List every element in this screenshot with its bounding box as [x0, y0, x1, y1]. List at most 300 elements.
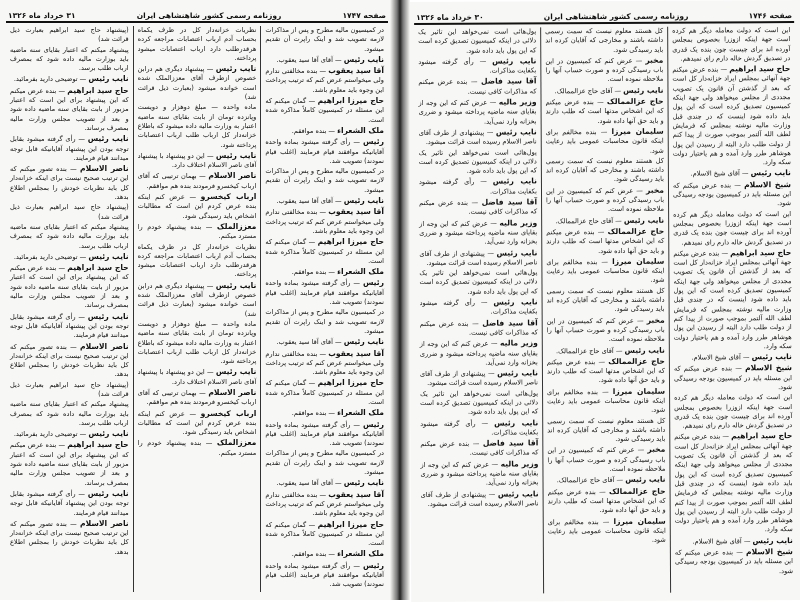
paragraph — [138, 64, 257, 102]
speaker-name: ملک الشعراء — [337, 549, 384, 559]
columns — [414, 26, 797, 594]
paragraph-text: — بنده عرض میکنم که این مسئله باید در کمیسیون بودجه رسیدگی شود. — [673, 364, 793, 392]
column — [261, 26, 388, 592]
speaker-name: حاج میرزا ابراهیم — [317, 96, 385, 106]
paragraph-text: — رأی گرفته میشود بقابل توجه بودن این پیشنهاد آقایانیکه قابل توجه میدانند قیام فرمایند. — [9, 135, 129, 162]
paragraph-text: — آقای حاج عزالممالک. — [555, 216, 624, 225]
speaker-name: آقا سید فاضل — [481, 197, 538, 207]
paragraph — [265, 278, 384, 307]
speaker-name: شیخ الاسلام — [745, 363, 792, 373]
paragraph-text: — بنده عرض میکنم جهة آنهائی بمجلس ایراد خزانه‌دار کل است که بعد از گذشتن آن قانون یک تصویب مجددی از مجلس میخواهد ولی جهة اینکه کمیسیون تصدیق کرده است که این پول باید داده شود اینست که در چندی قبل وزارت مالیه نوشته بمجلس که فرمایش لطف الله آلتمر بموجب صورت از پیدا کنم از دولت طلب دارد البته از رسیدن این پول هوشاهر طرر وارد آمده و هم یاختیار دولت سکه وارد. — [674, 432, 793, 534]
paragraph-text: — بنده مخالفم برای اینکه قانون محاسبات عمومی باید رعایت شود. — [545, 127, 664, 155]
paragraph-text: — بنده تصور میکنم که این ترتیب صحیح نیست برای اینکه خزانه‌دار کل باید نظریات خودش را بمجلس اطلاع بدهد. — [9, 519, 129, 556]
paragraph-text: — عرض کنم اینکه بنده عرض کردم این است که مطالبات اشخاص باید رسیدگی شود. — [137, 409, 257, 437]
paragraph — [10, 86, 129, 133]
paragraph-text: — آقای آقا سید یعقوب. — [276, 338, 344, 347]
paragraph-text: — عرض کنم اینکه بنده عرض کردم این است که مطالبات اشخاص باید رسیدگی شود. — [137, 193, 257, 220]
paragraph-text: — بنده مخالفتی ندارم ولی میخواستم عرض کنم که ترتیب پرداخت این وجوه باید معلوم باشد. — [265, 349, 384, 377]
speaker-name: نایب رئیس — [343, 54, 384, 64]
page-number: صفحه ۱۷۴۷ — [342, 10, 386, 20]
paragraph-text: — عرض کنم که این وجه از بقایای سنه ماضیه پرداخته میشود و ضرری بخزانه وارد نمی‌آید. — [419, 219, 538, 246]
paragraph-text: پول‌هائی است نمی‌خواهد این تاثیر یک دلائی در اینکه کمیسیون تصدیق کرده است که این پول باید داده شود. — [420, 389, 539, 417]
column — [414, 27, 544, 594]
paragraph-text: در کمیسیون مالیه مطرح و پس از مذاکرات لازمه تصویب شد و اینک راپرت آن تقدیم میشود. — [265, 26, 384, 53]
paragraph — [546, 257, 664, 287]
paragraph — [265, 126, 384, 136]
speaker-name: رئیس — [362, 137, 384, 147]
header-rule — [6, 21, 388, 23]
speaker-name: حاج میرزا ابراهیم — [317, 378, 385, 388]
paragraph — [546, 97, 664, 127]
paragraph — [420, 439, 538, 459]
paragraph — [545, 85, 663, 96]
paragraph-text: ماده واحده — مبلغ دوهزار و دویست وپانزده تومان از بابت بقایای سنه ماضیه اعتبار به وزارت مالیه داده میشود که باطلاع خزانه‌دار کل ارباب طلب ارباب اعتصابات پرداخته شود. — [137, 319, 257, 366]
paragraph-text: این است که دولت معامله دیگر هم کرده است جهة اینکه ازوزرا بخصوص بمجلس آورده اند برای چیست چون بنده یک قدری در تصدیق گردش خاله دارم رای نمیدهم. — [673, 209, 792, 247]
speaker-name: نایب رئیس — [87, 311, 129, 321]
columns — [6, 26, 388, 592]
speaker-name: شیخ الاسلام — [746, 547, 793, 557]
speaker-name: حاج سید ابراهیم — [731, 431, 793, 441]
speaker-name: نایب رئیس — [494, 417, 539, 428]
paragraph — [548, 486, 666, 516]
paragraph — [547, 416, 665, 445]
paragraph — [265, 549, 384, 559]
speaker-name: ملک الشعراء — [337, 267, 384, 277]
speaker-name: ناصر الاسلام — [80, 518, 129, 528]
paragraph-text: در کمیسیون مالیه مطرح و پس از مذاکرات لازمه تصویب شد و اینک راپرت آن تقدیم میشود. — [265, 167, 384, 194]
paragraph — [10, 26, 129, 45]
speaker-name: شیخ الاسلام — [744, 179, 791, 190]
paragraph-text: — عرض کنم که کمیسیون در این باب رسیدگی کرده و صورت حساب آنها را ملاحظه نموده است. — [547, 446, 666, 474]
paragraph-text: — پیشنهادی از طرف آقای ناصر الاسلام رسیده است قرائت میشود. — [419, 369, 539, 388]
paragraph — [545, 56, 663, 86]
column — [134, 26, 262, 592]
speaker-name: سلیمان میرزا — [612, 256, 665, 266]
paragraph-text: — بنده مخالفتی ندارم ولی میخواستم عرض کنم که ترتیب پرداخت این وجوه باید معلوم باشد. — [265, 67, 384, 94]
speaker-name: نایب رئیس — [495, 127, 537, 137]
paragraph-text: — گمان میکنم که این مسئله در کمیسیون کاملاً مذاکره شده است. — [265, 97, 384, 124]
paragraph — [10, 429, 129, 439]
speaker-name: نایب رئیس — [496, 247, 538, 258]
paragraph-text: — بنده عرض میکنم که این پیشنهاد برای این است که اعتبار مزبور از بابت بقایای سنه ماضیه داده شود و بعد از تصویب مجلس وزارت مالیه بمصرف برساند. — [9, 264, 129, 310]
paragraph-text: — بنده مخالفتی ندارم ولی میخواستم عرض کنم که ترتیب پرداخت این وجوه باید معلوم باشد. — [265, 490, 384, 518]
paragraph-text: — بنده موافقم. — [291, 268, 338, 277]
speaker-name: حاج سید ابراهیم — [67, 440, 129, 450]
paragraph — [138, 26, 257, 63]
paragraph — [10, 312, 129, 341]
issue-date: ۳۰ خرداد ماه ۱۳۲۶ — [416, 12, 484, 22]
speaker-name: وزیر مالیه — [498, 97, 537, 107]
paragraph-text: — بنده تصور میکنم که این ترتیب صحیح نیست برای اینکه خزانه‌دار کل باید نظریات خودش را بمجلس اطلاع بدهد. — [9, 342, 129, 379]
paragraph-text: — رأی گرفته میشود بقابل توجه بودن این پیشنهاد آقایانیکه قابل توجه میدانند قیام فرمایند. — [9, 489, 129, 517]
paragraph — [675, 547, 793, 577]
paragraph-text: (پیشنهاد حاج سید ابراهیم بعبارت ذیل قرائت شد) — [9, 26, 129, 44]
speaker-name: نایب رئیس — [87, 488, 129, 498]
page-binding-gutter — [390, 0, 410, 600]
speaker-name: نایب رئیس — [215, 367, 257, 377]
paragraph-text: پیشنهاد میکنم که اعتبار بقایای سنه ماضیه باید بوزارت مالیه داده شود که بمصرف ارباب طلب برسد. — [9, 45, 129, 73]
speaker-name: ارباب کیخسرو — [200, 408, 257, 418]
column — [6, 26, 134, 592]
paragraph — [10, 489, 129, 518]
left-page — [0, 0, 394, 600]
paragraph — [420, 459, 538, 489]
paragraph — [265, 167, 384, 195]
speaker-name: حاج عزالممالک — [606, 96, 664, 107]
paragraph-text: نظریات خزانه‌دار کل در ظرف یکماه بحساب آدم ارباب اعتصابات مراجعه کرده هرقدرطلب دارد ارباب اعتصابات میشود پرداخته. — [137, 242, 257, 279]
paragraph-text: — عرض کنم که این وجه از بقایای سنه ماضیه پرداخته میشود و ضرری بخزانه وارد نمی‌آید. — [420, 460, 539, 488]
paragraph — [265, 196, 384, 206]
speaker-name: نایب رئیس — [215, 64, 257, 74]
paragraph — [138, 243, 257, 280]
paragraph — [10, 74, 129, 84]
paragraph-text: — بنده عرض میکنم که این مسئله باید در کمیسیون بودجه رسیدگی شود. — [674, 548, 794, 575]
speaker-name: ملک الشعراء — [337, 408, 384, 418]
speaker-name: معززالملک — [216, 438, 257, 448]
right-page — [408, 0, 800, 602]
speaker-name: حاج میرزا ابراهیم — [317, 237, 385, 247]
paragraph — [265, 308, 384, 336]
speaker-name: نایب رئیس — [87, 134, 129, 144]
speaker-name: حاج میرزا ابراهیم — [317, 519, 385, 529]
paragraph — [420, 368, 538, 388]
paragraph — [265, 26, 384, 54]
speaker-name: نایب رئیس — [752, 535, 793, 545]
paragraph-text: — بنده پیشنهاد خودم را مسترد میکنم. — [137, 222, 257, 241]
paragraph-text: — بنده عرض میکنم که این مسئله باید در کمیسیون بودجه رسیدگی شود. — [672, 181, 792, 208]
paragraph — [672, 26, 790, 64]
paragraph — [546, 215, 664, 226]
paragraph — [673, 169, 791, 180]
speaker-name: حاج سید ابراهیم — [730, 247, 792, 258]
paragraph — [10, 252, 129, 262]
paragraph-text: — بنده عرض میکنم که این اشخاص مدتها است که طلب دارند و باید حق آنها داده شود. — [545, 98, 664, 125]
paragraph-text: (پیشنهاد حاج سید ابراهیم بعبارت ذیل قرائت شد) — [9, 380, 129, 398]
paragraph-text: — رأی گرفته میشود بکفایت مذاکرات. — [418, 57, 537, 75]
speaker-name: حاج سید ابراهیم — [67, 85, 129, 95]
paragraph-text: — بنده عرض میکنم که مذاکرات کافی نیست. — [419, 198, 538, 217]
paragraph-text: — بنده عرض میکنم که این پیشنهاد برای این است که اعتبار مزبور از بابت بقایای سنه ماضیه داده شود و بعد از تصویب مجلس وزارت مالیه بمصرف برساند. — [9, 441, 129, 487]
speaker-name: نایب رئیس — [497, 489, 539, 499]
speaker-name: آقا سید فاضل — [482, 438, 539, 448]
paragraph-text: — بنده پیشنهاد خودم را مسترد میکنم. — [137, 439, 257, 457]
speaker-name: سلیمان میرزا — [612, 386, 666, 396]
paragraph-text: — بنده موافقم. — [291, 550, 338, 559]
speaker-name: رئیس — [362, 419, 384, 429]
paragraph — [10, 263, 129, 310]
paragraph — [265, 337, 384, 347]
paragraph — [138, 409, 257, 438]
paragraph — [138, 151, 257, 171]
paragraph — [418, 56, 536, 76]
issue-date: ۳۱ خرداد ماه ۱۳۲۶ — [8, 10, 76, 20]
speaker-name: مخبر — [647, 445, 666, 455]
page-number: صفحه ۱۷۴۶ — [748, 10, 793, 20]
paragraph — [10, 519, 129, 557]
paragraph — [265, 207, 384, 236]
paragraph — [10, 134, 129, 163]
paragraph — [674, 363, 792, 393]
paragraph-text: — بنده مخالفم برای اینکه قانون محاسبات عمومی باید رعایت شود. — [546, 257, 665, 285]
paragraph-text: در کمیسیون مالیه مطرح و پس از مذاکرات لازمه تصویب شد و اینک راپرت آن تقدیم میشود. — [265, 308, 384, 335]
paragraph-text: ماده واحده — مبلغ دوهزار و دویست وپانزده تومان از بابت بقایای سنه ماضیه اعتبار به وزارت مالیه داده میشود که باطلاع خزانه‌دار کل ارباب طلب ارباب اعتصابات پرداخته شود. — [137, 103, 257, 149]
paragraph-text: پول‌هائی است نمی‌خواهد این تاثیر یک دلائی در اینکه کمیسیون تصدیق کرده است که این پول باید داده شود. — [418, 147, 537, 175]
newspaper-title: روزنامه رسمی کشور شاهنشاهی ایران — [543, 11, 689, 21]
paragraph — [265, 378, 384, 407]
paragraph — [674, 432, 793, 536]
paragraph-text: — بهمان ترتیبی که آقای ارباب کیخسرو فرمودند بنده هم موافقم. — [137, 172, 257, 190]
paragraph-text: (پیشنهاد حاج سید ابراهیم بعبارت ذیل قرائت شد) — [9, 203, 129, 221]
speaker-name: رئیس — [362, 278, 384, 288]
paragraph — [547, 386, 665, 416]
speaker-name: آقا سید یعقوب — [328, 66, 384, 76]
paragraph — [265, 449, 384, 477]
speaker-name: نایب رئیس — [343, 478, 384, 488]
paragraph-text: این است که دولت معامله دیگر هم کرده است جهة اینکه ازوزرا بخصوص بمجلس آورده اند برای چیست چون بنده یک قدری در تصدیق گردش خاله دارم رای نمیدهم. — [672, 26, 791, 63]
paragraph — [546, 227, 664, 257]
paragraph-text: — آقای آقا سید یعقوب. — [276, 479, 344, 488]
paragraph-text: — بنده مخالفم برای اینکه قانون محاسبات عمومی باید رعایت شود. — [547, 517, 666, 544]
paragraph — [10, 342, 129, 380]
speaker-name: حاج عزالممالک — [608, 356, 665, 366]
speaker-name: سلیمان میرزا — [613, 516, 666, 526]
speaker-name: نایب رئیس — [343, 337, 384, 347]
paragraph — [138, 388, 257, 408]
paragraph — [10, 400, 129, 428]
paragraph-text: — رأی گرفته میشود بماده واحده آقایانیکه موافقند قیام فرمایند (اغلب قیام نمودند) تصویب شد. — [265, 279, 384, 307]
paragraph-text: — رأی گرفته میشود بکفایت مذاکرات. — [418, 178, 538, 196]
paragraph — [673, 248, 792, 352]
paragraph — [265, 520, 384, 549]
speaker-name: ناصر الاسلام — [80, 341, 129, 351]
paragraph — [10, 381, 129, 400]
paragraph — [10, 440, 129, 487]
paragraph — [418, 77, 536, 97]
paragraph-text: — بنده عرض میکنم جهة آنهائی بمجلس ایراد خزانه‌دار کل است که بعد از گذشتن آن قانون یک تصویب مجددی از مجلس میخواهد ولی جهة اینکه کمیسیون تصدیق کرده است که این پول باید داده شود اینست که در چندی قبل وزارت مالیه نوشته بمجلس که فرمایش لطف الله آلتمر بموجب صورت از پیدا کنم از دولت طلب دارد البته از رسیدن این پول هوشاهر طرر وارد آمده و هم یاختیار دولت سکه وارد. — [672, 65, 791, 167]
paragraph — [673, 210, 791, 248]
paragraph — [10, 203, 129, 222]
paragraph — [419, 177, 537, 197]
paragraph-text: — توضیحی دارید بفرمائید. — [13, 75, 89, 84]
page-header — [8, 9, 386, 21]
speaker-name: آقا سید یعقوب — [328, 489, 384, 499]
speaker-name: نایب رئیس — [750, 168, 791, 178]
paragraph — [674, 393, 792, 431]
paragraph-text: — بنده عرض میکنم که مذاکرات کافی نیست. — [419, 319, 538, 337]
paragraph — [419, 197, 537, 217]
paragraph-text: — بنده مخالفم برای اینکه قانون محاسبات عمومی باید رعایت شود. — [547, 387, 666, 415]
speaker-name: مخبر — [646, 315, 665, 325]
paragraph — [547, 315, 665, 345]
paragraph-text: کل هستند معلوم نیست که سمت رسمی داشته باشند و مخارجی که آقایان کرده اند باید رسیدگی شود. — [547, 416, 666, 444]
paragraph-text: — بنده موافقم. — [291, 409, 338, 418]
paragraph-text: — گمان میکنم که این مسئله در کمیسیون کاملاً مذاکره شده است. — [265, 379, 384, 406]
speaker-name: ناصر الاسلام — [208, 387, 257, 397]
speaker-name: نایب رئیس — [624, 345, 665, 355]
speaker-name: نایب رئیس — [343, 196, 384, 206]
paragraph-text: — این دو پیشنهاد با پیشنهاد آقای ناصر الاسلام اختلاف دارد. — [137, 368, 257, 386]
paragraph — [673, 180, 791, 210]
paragraph — [420, 318, 538, 338]
paragraph — [265, 561, 384, 590]
paragraph — [265, 349, 384, 378]
paragraph-text: — بنده عرض میکنم که این اشخاص مدتها است که طلب دارند و باید حق آنها داده شود. — [546, 227, 665, 255]
speaker-name: حاج سید ابراهیم — [729, 64, 791, 74]
paragraph-text: — بنده مخالفتی ندارم ولی میخواستم عرض کنم که ترتیب پرداخت این وجوه باید معلوم باشد. — [265, 208, 384, 235]
paragraph-text: — بنده عرض میکنم که این اشخاص مدتها است که طلب دارند و باید حق آنها داده شود. — [546, 357, 666, 385]
paragraph — [419, 148, 537, 177]
paragraph — [138, 171, 257, 191]
paragraph — [545, 27, 663, 56]
speaker-name: وزیر مالیه — [499, 338, 538, 348]
paragraph — [10, 223, 129, 251]
speaker-name: رئیس — [362, 560, 384, 570]
paragraph-text: — گمان میکنم که این مسئله در کمیسیون کاملاً مذاکره شده است. — [265, 238, 384, 265]
speaker-name: نایب رئیس — [497, 368, 538, 378]
paragraph-text: — پیشنهاد دیگری هم درابن خصوص ازطرف آقای معززالملک شده است خوانده میشود (بعبارت ذیل قرائت شد) — [137, 281, 257, 318]
paragraph-text: — توضیحی دارید بفرمائید. — [13, 430, 89, 439]
speaker-name: آقا سید فاضل — [480, 76, 537, 87]
speaker-name: وزیر مالیه — [499, 218, 538, 228]
paragraph-text: — بنده عرض میکنم که مذاکرات کافی نیست. — [420, 439, 539, 458]
speaker-name: نایب رئیس — [493, 297, 538, 307]
paragraph-text: — بنده عرض میکنم که این اشخاص مدتها است که طلب دارند و باید حق آنها داده شود. — [547, 487, 666, 515]
paragraph-text: — آقای آقا سید یعقوب. — [276, 197, 344, 206]
paragraph-text: — عرض کنم که کمیسیون در این باب رسیدگی کرده و صورت حساب آنها را ملاحظه نموده است. — [545, 186, 665, 214]
paragraph-text: — رأی گرفته میشود بکفایت مذاکرات. — [420, 419, 539, 437]
paragraph — [265, 408, 384, 418]
paragraph — [138, 192, 257, 221]
paragraph-text: — پیشنهادی از طرف آقای ناصر الاسلام رسیده است قرائت میشود. — [418, 128, 537, 147]
speaker-name: سلیمان میرزا — [611, 126, 664, 136]
paragraph-text: — بنده عرض میکنم که مذاکرات کافی نیست. — [418, 78, 537, 96]
paragraph-text: کل هستند معلوم نیست که سمت رسمی داشته باشند و مخارجی که آقایان کرده اند باید رسیدگی شود. — [545, 156, 664, 184]
speaker-name: حاج عزالممالک — [608, 486, 666, 496]
paragraph — [265, 96, 384, 125]
paragraph-text: — عرض کنم که این وجه از بقایای سنه ماضیه پرداخته میشود و ضرری بخزانه وارد نمی‌آید. — [419, 339, 538, 367]
paragraph-text: — پیشنهادی از طرف آقای ناصر الاسلام رسیده است قرائت میشود. — [419, 249, 538, 267]
paragraph-text: — این دو پیشنهاد با پیشنهاد آقای ناصر الاسلام اختلاف دارد. — [137, 151, 257, 170]
paragraph — [265, 478, 384, 488]
speaker-name: حاج عزالممالک — [607, 226, 665, 236]
paragraph-text: — بنده عرض میکنم جهة آنهائی بمجلس ایراد خزانه‌دار کل است که بعد از گذشتن آن قانون یک تصویب مجددی از مجلس میخواهد ولی جهة اینکه کمیسیون تصدیق کرده است که این پول باید داده شود اینست که در چندی قبل وزارت مالیه نوشته بمجلس که فرمایش لطف الله آلتمر بموجب صورت از پیدا کنم از دولت طلب دارد البته از رسیدن این پول هوشاهر طرر وارد آمده و هم یاختیار دولت سکه وارد. — [673, 249, 792, 350]
speaker-name: ناصر الاسلام — [80, 164, 129, 174]
paragraph — [10, 46, 129, 74]
speaker-name: نایب رئیس — [88, 251, 129, 261]
paragraph — [547, 345, 665, 356]
speaker-name: آقا سید یعقوب — [328, 207, 384, 217]
paragraph-text: — آقای شیخ الاسلام. — [691, 353, 752, 362]
paragraph — [546, 286, 664, 315]
newspaper-title: روزنامه رسمی کشور شاهنشاهی ایران — [136, 10, 282, 20]
paragraph — [420, 297, 538, 317]
speaker-name: مخبر — [645, 185, 665, 195]
speaker-name: ارباب کیخسرو — [200, 192, 257, 202]
speaker-name: نایب رئیس — [215, 280, 257, 290]
speaker-name: معززالملک — [216, 221, 257, 231]
paragraph — [546, 185, 664, 215]
paragraph-text: — بهمان ترتیبی که آقای ارباب کیخسرو فرمودند بنده هم موافقم. — [137, 388, 257, 407]
speaker-name: نایب رئیس — [215, 150, 257, 160]
paragraph — [265, 137, 384, 166]
paragraph-text: — آقای حاج عزالممالک. — [554, 86, 624, 96]
paragraph — [419, 127, 537, 147]
paragraph — [546, 127, 664, 157]
paragraph-text: — رأی گرفته میشود بقابل توجه بودن این پیشنهاد آقایانیکه قابل توجه میدانند قیام فرمایند. — [9, 312, 129, 340]
paragraph-text: — رأی گرفته میشود بماده واحده آقایانیکه موافقند قیام فرمایند (اغلب قیام نمودند) تصویب شد. — [265, 138, 384, 165]
speaker-name: آقا سید یعقوب — [328, 348, 384, 358]
speaker-name: نایب رئیس — [492, 56, 537, 66]
speaker-name: ناصر الاسلام — [208, 171, 257, 181]
speaker-name: نایب رئیس — [751, 352, 792, 362]
paragraph — [419, 269, 537, 298]
paragraph-text: — آقای شیخ الاسلام. — [692, 536, 753, 546]
paragraph — [547, 357, 665, 387]
paragraph — [138, 320, 257, 366]
paragraph-text: پیشنهاد میکنم که اعتبار بقایای سنه ماضیه باید بوزارت مالیه داده شود که بمصرف ارباب طلب برسد. — [9, 400, 129, 427]
paragraph-text: — پیشنهاد دیگری هم درابن خصوص ازطرف آقای معززالملک شده است خوانده میشود (بعبارت ذیل قرائت شد) — [137, 65, 257, 102]
paragraph — [675, 536, 793, 547]
paragraph-text: کل هستند معلوم نیست که سمت رسمی داشته باشند و مخارجی که آقایان کرده اند باید رسیدگی شود. — [546, 286, 665, 314]
speaker-name: نایب رئیس — [492, 176, 537, 187]
paragraph-text: — عرض کنم که کمیسیون در این باب رسیدگی کرده و صورت حساب آنها را ملاحظه نموده است. — [545, 56, 664, 84]
paragraph — [265, 267, 384, 277]
paragraph-text: — آقای حاج عزالممالک. — [556, 476, 626, 485]
paragraph — [265, 490, 384, 519]
paragraph-text: پیشنهاد میکنم که اعتبار بقایای سنه ماضیه باید بوزارت مالیه داده شود که بمصرف ارباب طلب برسد. — [9, 222, 129, 250]
paragraph — [138, 222, 257, 242]
paragraph-text: — آقای حاج عزالممالک. — [555, 346, 625, 355]
paragraph — [674, 352, 792, 363]
paragraph — [265, 66, 384, 95]
speaker-name: نایب رئیس — [88, 429, 129, 439]
paragraph — [265, 55, 384, 65]
paragraph-text: — گمان میکنم که این مسئله در کمیسیون کاملاً مذاکره شده است. — [265, 520, 384, 548]
paragraph — [420, 389, 538, 418]
paragraph-text: این است که دولت معامله دیگر هم کرده است جهة اینکه ازوزرا بخصوص بمجلس آورده اند برای چیست چون بنده یک قدری در تصدیق گردش خاله دارم رای نمیدهم. — [674, 393, 793, 430]
speaker-name: نایب رئیس — [625, 475, 666, 485]
paragraph-text: در کمیسیون مالیه مطرح و پس از مذاکرات لازمه تصویب شد و اینک راپرت آن تقدیم میشود. — [265, 449, 384, 477]
paragraph — [672, 64, 791, 168]
paragraph-text: — عرض کنم که این وجه از بقایای سنه ماضیه پرداخته میشود و ضرری بخزانه وارد نمی‌آید. — [418, 98, 537, 126]
paragraph — [420, 418, 538, 438]
paragraph — [548, 516, 666, 546]
paragraph — [419, 218, 537, 248]
paragraph — [138, 103, 257, 149]
paragraph-text: — رأی گرفته میشود بماده واحده آقایانیکه موافقند قیام فرمایند (اغلب قیام نمودند) تصویب شد. — [265, 420, 384, 448]
paragraph-text: — آقای شیخ الاسلام. — [690, 169, 751, 179]
paragraph — [265, 237, 384, 266]
paragraph-text: پول‌هائی است نمی‌خواهد این تاثیر یک دلائی در اینکه کمیسیون تصدیق کرده است که این پول باید داده شود. — [418, 27, 537, 55]
speaker-name: نایب رئیس — [623, 85, 664, 95]
paragraph — [138, 281, 257, 319]
paragraph — [418, 27, 536, 56]
speaker-name: نایب رئیس — [623, 215, 665, 225]
speaker-name: ملک الشعراء — [337, 125, 384, 135]
column — [668, 26, 797, 593]
paragraph — [420, 339, 538, 369]
paragraph — [138, 438, 257, 458]
paragraph-text: — بنده موافقم. — [291, 126, 338, 135]
paragraph — [10, 164, 129, 202]
paragraph — [547, 475, 665, 486]
paragraph-text: — آقای آقا سید یعقوب. — [276, 55, 344, 64]
paragraph-text: کل هستند معلوم نیست که سمت رسمی داشته باشند و مخارجی که آقایان کرده اند باید رسیدگی شود. — [545, 26, 664, 54]
paragraph-text: — توضیحی دارید بفرمائید. — [13, 252, 89, 261]
speaker-name: آقا سید فاضل — [482, 317, 538, 328]
paragraph — [546, 157, 664, 186]
paragraph — [138, 367, 257, 387]
